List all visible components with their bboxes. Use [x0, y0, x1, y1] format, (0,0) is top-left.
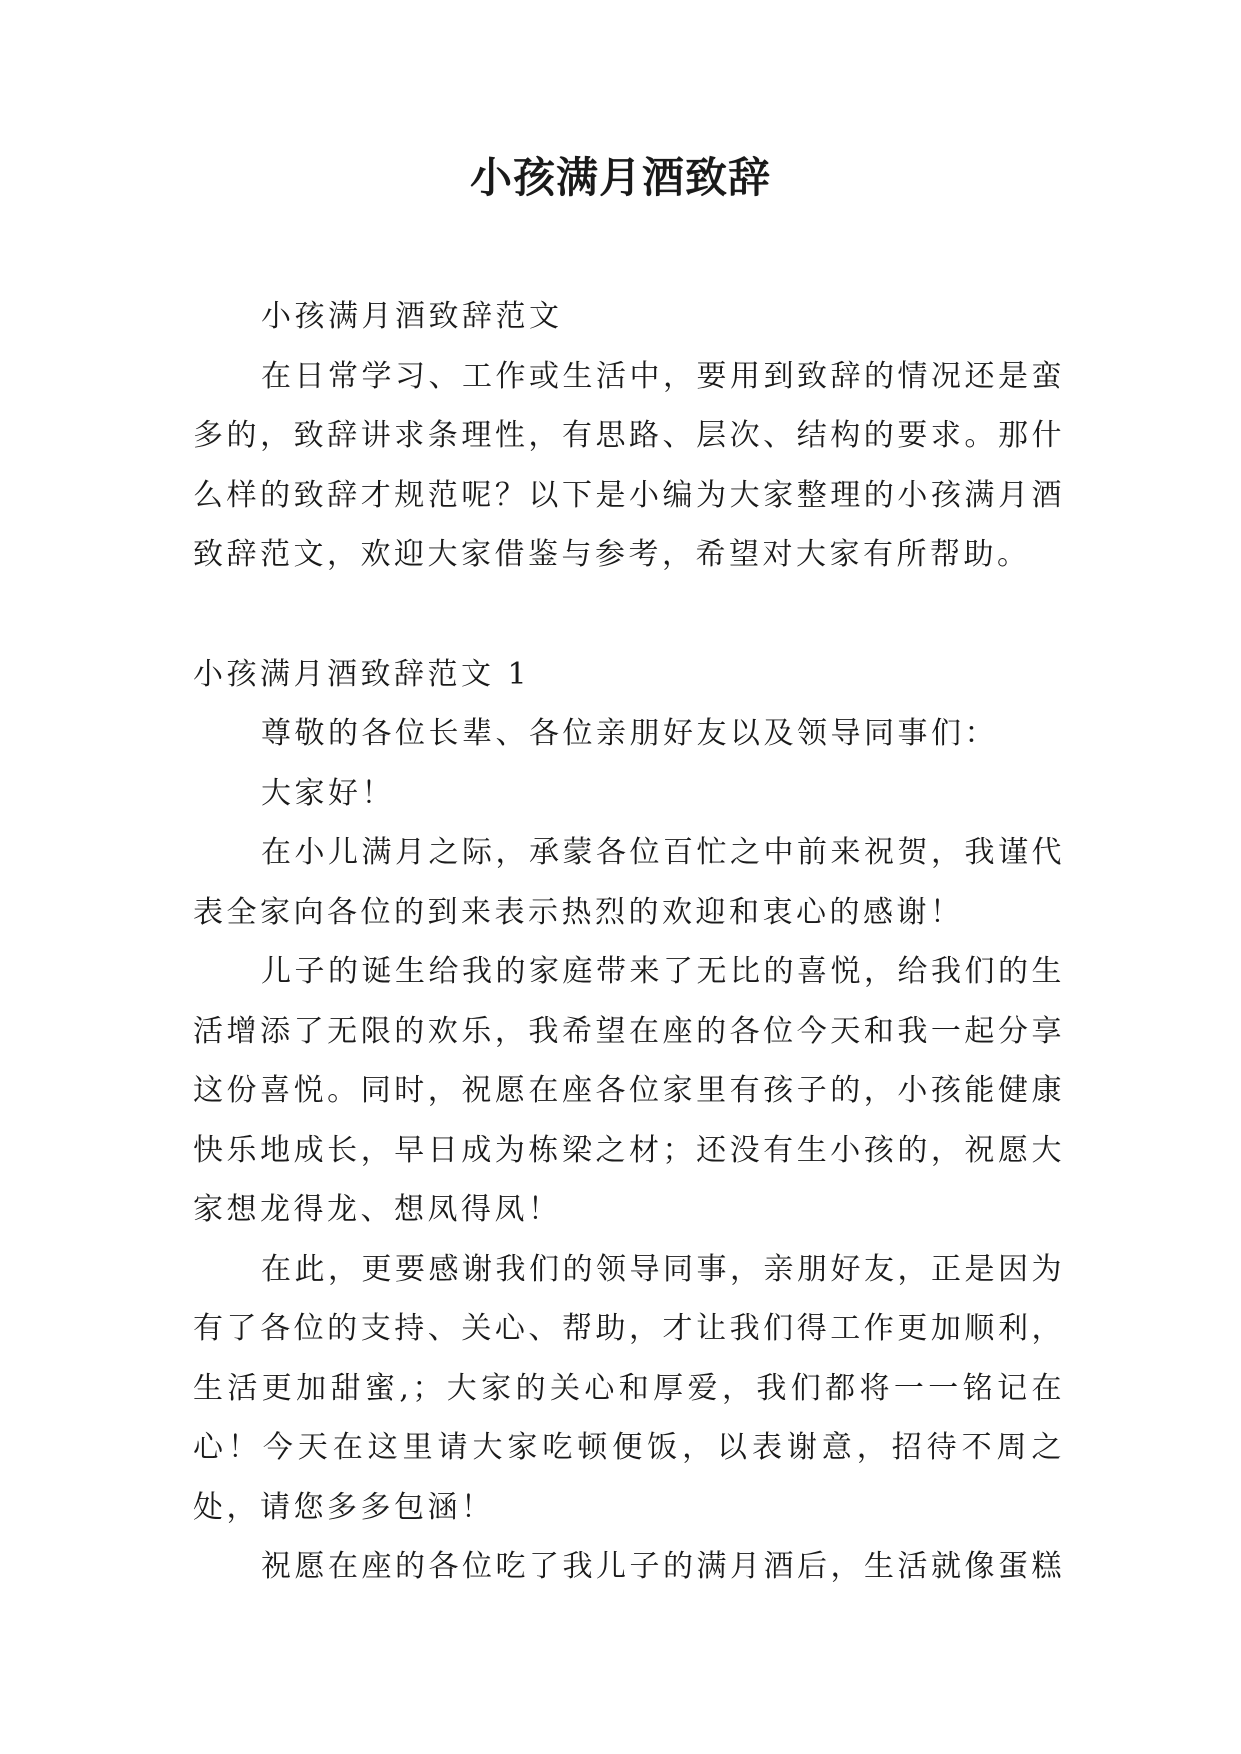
document-title: 小孩满月酒致辞 [469, 153, 771, 202]
paragraph-wishes: 祝愿在座的各位吃了我儿子的满月酒后，生活就像蛋糕 [261, 1549, 1065, 1584]
paragraph-joy: 儿子的诞生给我的家庭带来了无比的喜悦，给我们的生活增添了无限的欢乐，我希望在座的各位今天和我一起分享这份喜悦。同时，祝愿在座各位家里有孩子的，小孩能健康快乐地成长，早日成为栋梁之材；还没有生小孩的，祝愿大家想龙得龙、想凤得凤！ [193, 954, 1065, 1227]
section-heading: 小孩满月酒致辞范文 1 [193, 656, 531, 692]
paragraph-thanks: 在此，更要感谢我们的领导同事，亲朋好友，正是因为有了各位的支持、关心、帮助，才让我们得工作更加顺利，生活更加甜蜜,；大家的关心和厚爱，我们都将一一铭记在心！今天在这里请大家吃顿便饭，以表谢意，招待不周之处，请您多多包涵！ [193, 1251, 1065, 1525]
paragraph-salutation: 尊敬的各位长辈、各位亲朋好友以及领导同事们： [261, 716, 998, 751]
document-body [193, 287, 1065, 1597]
paragraph-welcome: 在小儿满月之际，承蒙各位百忙之中前来祝贺，我谨代表全家向各位的到来表示热烈的欢迎和衷心的感谢！ [193, 835, 1065, 930]
paragraph-greeting: 大家好！ [261, 775, 395, 811]
paragraph-subtitle: 小孩满月酒致辞范文 [261, 299, 563, 334]
paragraph-intro: 在日常学习、工作或生活中，要用到致辞的情况还是蛮多的，致辞讲求条理性，有思路、层次、结构的要求。那什么样的致辞才规范呢？以下是小编为大家整理的小孩满月酒致辞范文，欢迎大家借鉴与参考，希望对大家有所帮助。 [193, 358, 1065, 572]
